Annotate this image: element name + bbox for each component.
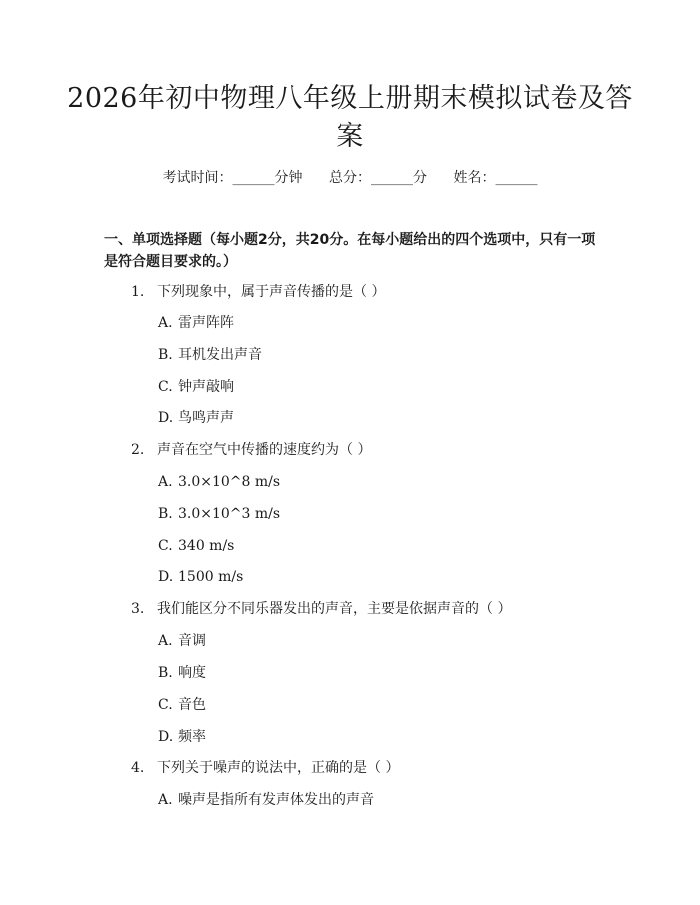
option-letter: D. bbox=[158, 729, 174, 745]
exam-time-field: 考试时间：______分钟 bbox=[162, 170, 303, 186]
question-number: 2. bbox=[131, 442, 145, 458]
option-letter: A. bbox=[158, 792, 173, 808]
option-text: 3.0×10^3 m/s bbox=[178, 506, 281, 522]
total-score-field: 总分：______分 bbox=[329, 170, 427, 186]
question-2-option-b bbox=[158, 504, 280, 524]
option-letter: D. bbox=[158, 410, 174, 426]
question-text: 声音在空气中传播的速度约为（ ） bbox=[157, 442, 372, 458]
option-letter: B. bbox=[158, 506, 173, 522]
option-text: 响度 bbox=[178, 665, 206, 681]
question-3-option-b bbox=[158, 663, 206, 683]
option-letter: B. bbox=[158, 347, 173, 363]
option-text: 3.0×10^8 m/s bbox=[178, 474, 281, 490]
question-number: 3. bbox=[131, 601, 145, 617]
option-text: 音色 bbox=[178, 697, 206, 713]
question-1-option-b bbox=[158, 345, 262, 365]
question-text: 下列现象中，属于声音传播的是（ ） bbox=[157, 284, 386, 300]
option-letter: C. bbox=[158, 379, 173, 395]
question-3-option-a bbox=[158, 631, 206, 651]
option-letter: C. bbox=[158, 538, 173, 554]
option-letter: A. bbox=[158, 633, 173, 649]
option-letter: C. bbox=[158, 697, 173, 713]
question-text: 我们能区分不同乐器发出的声音，主要是依据声音的（ ） bbox=[157, 601, 512, 617]
option-text: 340 m/s bbox=[178, 538, 235, 554]
option-text: 雷声阵阵 bbox=[178, 315, 234, 331]
question-1-option-a bbox=[158, 313, 234, 333]
question-1-option-c bbox=[158, 377, 234, 397]
question-2-option-a bbox=[158, 472, 280, 492]
question-1-option-d bbox=[158, 408, 234, 428]
option-letter: A. bbox=[158, 315, 173, 331]
page-title: 2026年初中物理八年级上册期末模拟试卷及答案 bbox=[67, 83, 633, 152]
option-letter: B. bbox=[158, 665, 173, 681]
option-text: 鸟鸣声声 bbox=[178, 410, 234, 426]
option-text: 音调 bbox=[178, 633, 206, 649]
question-1 bbox=[131, 282, 385, 302]
question-2-option-c bbox=[158, 536, 234, 556]
option-letter: A. bbox=[158, 474, 173, 490]
student-name-field: 姓名：______ bbox=[453, 170, 538, 186]
option-text: 频率 bbox=[178, 729, 206, 745]
option-letter: D. bbox=[158, 569, 174, 585]
question-4-option-a bbox=[158, 790, 374, 810]
question-4 bbox=[131, 758, 399, 778]
question-number: 4. bbox=[131, 760, 145, 776]
question-text: 下列关于噪声的说法中，正确的是（ ） bbox=[157, 760, 400, 776]
question-3-option-d bbox=[158, 727, 206, 747]
question-number: 1. bbox=[131, 284, 145, 300]
question-3 bbox=[131, 599, 511, 619]
option-text: 噪声是指所有发声体发出的声音 bbox=[178, 792, 374, 808]
option-text: 钟声敲响 bbox=[178, 379, 234, 395]
section-heading: 一、单项选择题（每小题2分，共20分。在每小题给出的四个选项中，只有一项是符合题目要求的。） bbox=[104, 232, 596, 270]
question-2 bbox=[131, 440, 371, 460]
option-text: 1500 m/s bbox=[178, 569, 244, 585]
question-2-option-d bbox=[158, 567, 243, 587]
option-text: 耳机发出声音 bbox=[178, 347, 262, 363]
question-3-option-c bbox=[158, 695, 206, 715]
exam-info bbox=[0, 168, 700, 188]
